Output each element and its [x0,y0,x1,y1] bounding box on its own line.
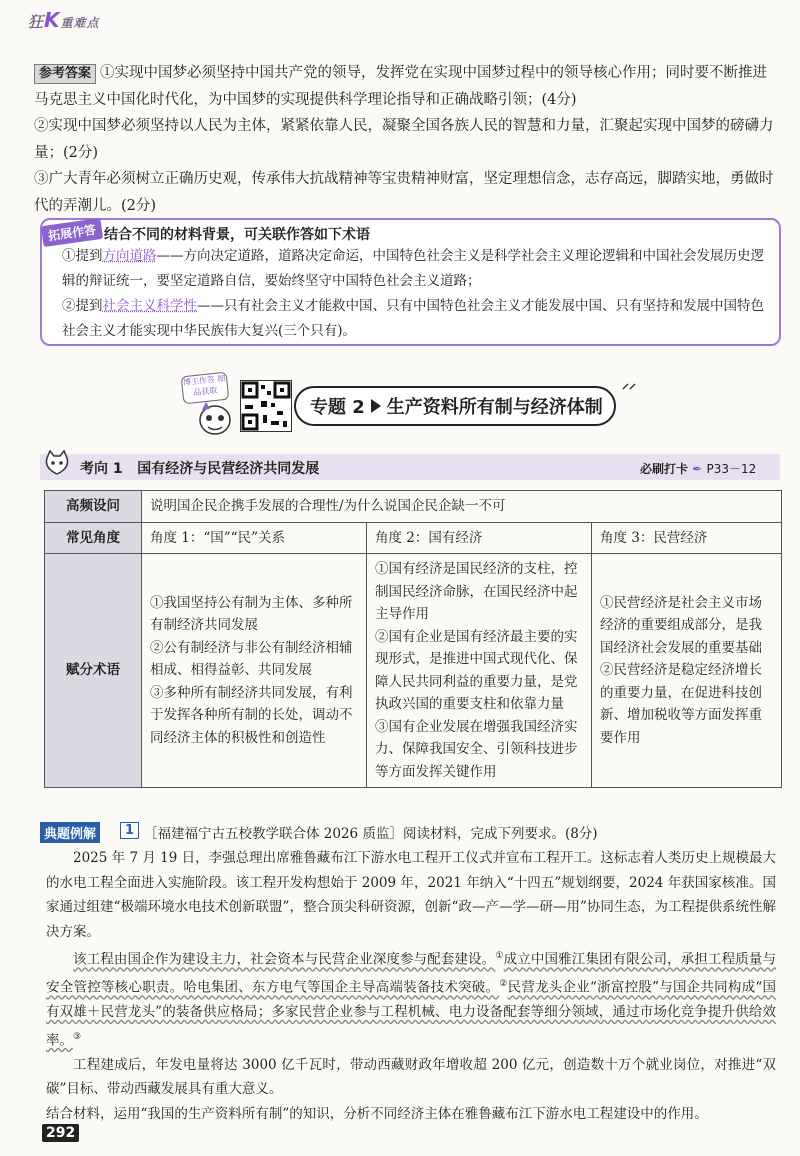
answer-tag: 参考答案 [34,64,96,84]
table-row [45,554,782,788]
table-cell: 角度 3：民营经济 [592,522,782,554]
topic-banner: 专题 2 生产资料所有制与经济体制 [294,386,616,426]
question-text: 结合材料，运用“我国的生产资料所有制”的知识，分析不同经济主体在雅鲁藏布江下游水电工程建设中的作用。 [46,1105,708,1122]
row-label: 常见角度 [45,522,142,554]
expand-tag: 拓展作答 [41,218,103,247]
material-paragraph: 工程建成后，年发电量将达 3000 亿千瓦时，带动西藏财政年增收超 200 亿元，创造数十万个就业岗位，对推进“双碳”目标、带动西藏发展具有重大意义。 [46,1056,776,1097]
table-cell: ①民营经济是社会主义市场经济的重要组成部分，是我国经济社会发展的重要基础 ②民营经济是稳定经济增长的重要力量，在促进科技创新、增加税收等方面发挥重要作用 [592,554,782,788]
expand-body [62,244,768,344]
row-label: 赋分术语 [45,554,142,788]
answer-point-3: ③广大青年必须树立正确历史观，传承伟大抗战精神等宝贵精神财富，坚定理想信念，志存高远，脚踏实地，勇做时代的弄潮儿。(2分) [34,171,774,214]
answer-point-2: ②实现中国梦必须坚持以人民为主体，紧紧依靠人民，凝聚全国各族人民的智慧和力量，汇聚起实现中国梦的磅礴力量；(2分) [34,118,774,161]
scoring-table [44,490,782,788]
term-highlight: 方向道路 [102,248,157,264]
example-material [46,846,776,1126]
qr-code-icon[interactable] [240,380,292,432]
video-sticker[interactable]: 博主作答 细品获取 [181,372,230,405]
expand-item-2: ②提到社会主义科学性——只有社会主义才能救中国、只有中国特色社会主义才能发展中国、只有坚持和发展中国特色社会主义才能实现中华民族伟大复兴(三个只有)。 [62,298,764,339]
example-number: 1 [120,822,139,839]
pin-icon: ✒ [692,462,703,476]
table-cell: 说明国企民企携手发展的合理性/为什么说国企民企缺一不可 [142,491,782,523]
material-paragraph: 该工程由国企作为建设主力，社会资本与民营企业深度参与配套建设。①成立中国雅江集团有限公司，承担工程质量与安全管控等核心职责。哈电集团、东方电气等国企主导高端装备技术突破。②民营龙头企业“浙富控股”与国企共同构成“国有双雄＋民营龙头”的装备供应格局；多家民营企业参与工程机械、电力设备配套等细分领域，通过市场化竞争提升供给效率。③ [46,951,777,1048]
table-row [45,491,782,523]
table-cell: 角度 1：“国”“民”关系 [142,522,367,554]
material-paragraph: 2025 年 7 月 19 日，李强总理出席雅鲁藏布江下游水电工程开工仪式并宣布工程开工。这标志着人类历史上规模最大的水电工程全面进入实施阶段。该工程开发构想始于 2009 年，2021 年纳入“十四五”规划纲要，2024 年获国家核准。国家通过组建“极端环境水电技术创新联盟”，整合顶尖科研资源，创新“政—产—学—研—用”协同生态，为工程提供系统性解决方案。 [46,850,776,940]
mascot-icon [196,398,234,438]
kaoxiang-title: 考向 1 国有经济与民营经济共同发展 [80,461,320,477]
table-cell: ①我国坚持公有制为主体、多种所有制经济共同发展 ②公有制经济与非公有制经济相辅相成、相得益彰、共同发展 ③多种所有制经济共同发展，有利于发挥各种所有制的长处，调动不同经济主体的积极性和创造性 [142,554,367,788]
table-cell: ①国有经济是国民经济的支柱，控制国民经济命脉，在国民经济中起主导作用 ②国有企业是国有经济最主要的实现形式，是推进中国式现代化、保障人民共同利益的重要力量，是党执政兴国的重要支柱和依靠力量 ③国有企业发展在增强我国经济实力、保障我国安全、引领科技进步等方面发挥关键作用 [367,554,592,788]
cat-head-icon [42,448,72,478]
answer-point-1: ①实现中国梦必须坚持中国共产党的领导，发挥党在实现中国梦过程中的领导核心作用；同时要不断推进马克思主义中国化时代化，为中国梦的实现提供科学理论指导和正确战略引领；(4分) [34,65,768,108]
checkin-link[interactable]: 必刷打卡 ✒ P33－12 [640,462,757,476]
example-source: ［福建福宁古五校教学联合体 2026 质监］阅读材料，完成下列要求。(8分) [144,826,598,842]
spark-icon: ⸝⸝ [622,376,636,392]
table-cell: 角度 2：国有经济 [367,522,592,554]
term-highlight: 社会主义科学性 [102,298,197,314]
brand-logo: 狂K重难点 [28,8,100,32]
page-number: 292 [42,1124,79,1142]
expand-item-1: ①提到方向道路——方向决定道路，道路决定命运，中国特色社会主义是科学社会主义理论逻辑和中国社会发展历史逻辑的辩证统一，要坚定道路自信，要始终坚守中国特色社会主义道路； [62,248,764,289]
arrow-right-icon [371,399,381,413]
table-row [45,522,782,554]
row-label: 高频设问 [45,491,142,523]
expand-heading: 结合不同的材料背景，可关联作答如下术语 [104,227,370,243]
reference-answer [34,60,774,219]
example-tag: 典题例解 [40,822,100,843]
